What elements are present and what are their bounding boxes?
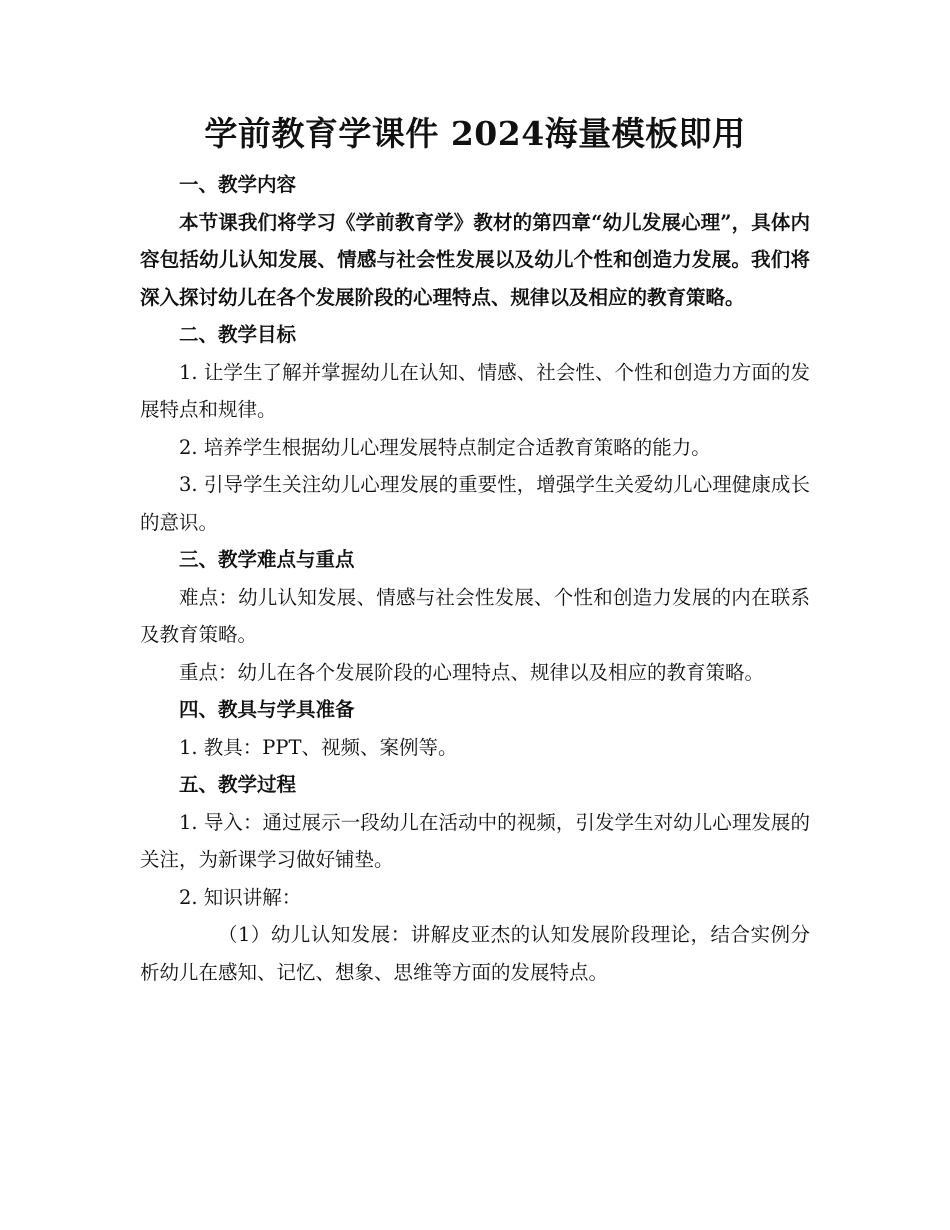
- document-title: 学前教育学课件 2024海量模板即用: [204, 114, 746, 153]
- content-paragraph: 本节课我们将学习《学前教育学》教材的第四章“幼儿发展心理”，具体内容包括幼儿认知发展、情感与社会性发展以及幼儿个性和创造力发展。我们将深入探讨幼儿在各个发展阶段的心理特点、规律以及相应的教育策略。: [140, 210, 810, 309]
- process-item-2: 2. 知识讲解：: [179, 885, 302, 909]
- section-heading-content: 一、教学内容: [179, 173, 297, 196]
- process-subitem-1: （1）幼儿认知发展：讲解皮亚杰的认知发展阶段理论，结合实例分析幼儿在感知、记忆、想象、思维等方面的发展特点。: [140, 923, 810, 984]
- objective-item-1: 1. 让学生了解并掌握幼儿在认知、情感、社会性、个性和创造力方面的发展特点和规律。: [140, 360, 810, 421]
- key-point-paragraph: 重点：幼儿在各个发展阶段的心理特点、规律以及相应的教育策略。: [179, 660, 765, 684]
- process-item-1: 1. 导入：通过展示一段幼儿在活动中的视频，引发学生对幼儿心理发展的关注，为新课学习做好铺垫。: [140, 810, 810, 871]
- objective-item-3: 3. 引导学生关注幼儿心理发展的重要性，增强学生关爱幼儿心理健康成长的意识。: [140, 473, 810, 534]
- section-heading-difficulties: 三、教学难点与重点: [179, 548, 355, 571]
- section-heading-process: 五、教学过程: [179, 773, 297, 796]
- difficulty-paragraph: 难点：幼儿认知发展、情感与社会性发展、个性和创造力发展的内在联系及教育策略。: [140, 585, 810, 646]
- document-body: [140, 108, 810, 991]
- objective-item-2: 2. 培养学生根据幼儿心理发展特点制定合适教育策略的能力。: [179, 435, 711, 459]
- section-heading-objectives: 二、教学目标: [179, 323, 297, 346]
- section-heading-materials: 四、教具与学具准备: [179, 698, 355, 721]
- materials-item-1: 1. 教具：PPT、视频、案例等。: [179, 735, 458, 759]
